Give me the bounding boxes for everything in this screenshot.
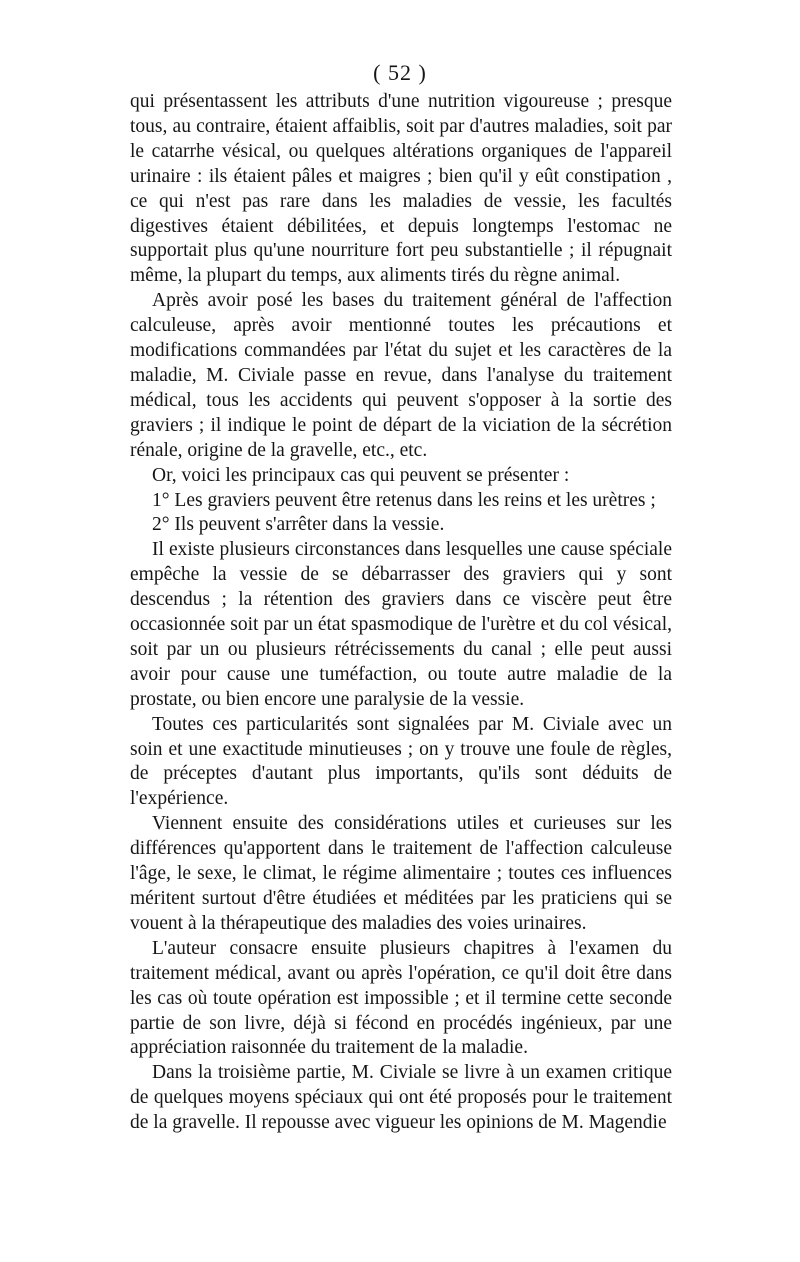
page-body (130, 90, 672, 1136)
paragraph-continuation: qui présentassent les attributs d'une nutrition vigoureuse ; presque tous, au contraire, étaient affaiblis, soit par d'autres maladies, soit par le catarrhe vésical, ou quelques altérations organiques de l'appareil urinaire : ils étaient pâles et maigres ; bien qu'il y eût constipation , ce qui n'est pas rare dans les maladies de vessie, les facultés digestives étaient débilitées, et depuis longtemps l'estomac ne supportait plus qu'une nourriture fort peu substantielle ; il répugnait même, la plupart du temps, aux aliments tirés du règne animal. (130, 91, 672, 287)
page-number: ( 52 ) (373, 60, 427, 85)
list-item: 2° Ils peuvent s'arrêter dans la vessie. (152, 514, 445, 536)
paragraph: Or, voici les principaux cas qui peuvent se présenter : (152, 464, 570, 486)
list-item: 1° Les graviers peuvent être retenus dans les reins et les urètres ; (152, 489, 656, 511)
paragraph: Après avoir posé les bases du traitement général de l'affection calculeuse, après avoir mentionné toutes les précautions et modifications commandées par l'état du sujet et les caractères de la maladie, M. Civiale passe en revue, dans l'analyse du traitement médical, tous les accidents qui peuvent s'opposer à la sortie des graviers ; il indique le point de départ de la viciation de la sécrétion rénale, origine de la gravelle, etc., etc. (130, 290, 672, 461)
paragraph: Il existe plusieurs circonstances dans lesquelles une cause spéciale empêche la vessie de se débarrasser des graviers qui y sont descendus ; la rétention des graviers dans ce viscère peut être occasionnée soit par un état spasmodique de l'urètre et du col vésical, soit par un ou plusieurs rétrécissements du canal ; elle peut aussi avoir pour cause une tuméfaction, ou toute autre maladie de la prostate, ou bien encore une paralysie de la vessie. (130, 539, 672, 710)
paragraph: Toutes ces particularités sont signalées par M. Civiale avec un soin et une exactitude minutieuses ; on y trouve une foule de règles, de préceptes d'autant plus importants, qu'ils sont déduits de l'expérience. (130, 713, 672, 810)
paragraph: L'auteur consacre ensuite plusieurs chapitres à l'examen du traitement médical, avant ou après l'opération, ce qu'il doit être dans les cas où toute opération est impossible ; et il termine cette seconde partie de son livre, déjà si fécond en procédés ingénieux, par une appréciation raisonnée du traitement de la maladie. (130, 937, 672, 1059)
paragraph: Dans la troisième partie, M. Civiale se livre à un examen critique de quelques moyens spéciaux qui ont été proposés pour le traitement de la gravelle. Il repousse avec vigueur les opinions de M. Magendie (130, 1062, 672, 1134)
paragraph: Viennent ensuite des considérations utiles et curieuses sur les différences qu'apportent dans le traitement de l'affection calculeuse l'âge, le sexe, le climat, le régime alimentaire ; toutes ces influences méritent surtout d'être étudiées et méditées par les praticiens qui se vouent à la thérapeutique des maladies des voies urinaires. (130, 813, 672, 934)
